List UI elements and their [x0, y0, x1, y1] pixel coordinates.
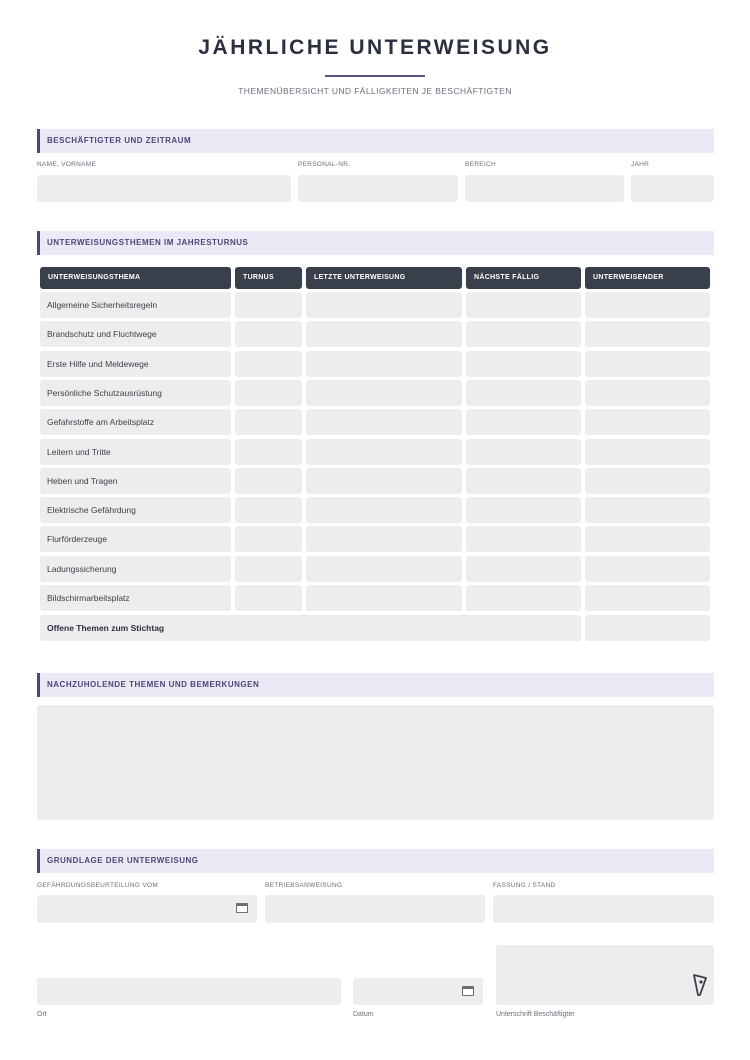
next-due-cell[interactable]: [466, 468, 581, 494]
next-due-cell[interactable]: [466, 409, 581, 435]
topic-cell: [40, 380, 231, 406]
instructor-cell[interactable]: [585, 321, 710, 347]
last-instruction-cell[interactable]: [306, 409, 462, 435]
next-due-cell[interactable]: [466, 351, 581, 377]
topic-label: Elektrische Gefährdung: [47, 505, 136, 515]
interval-cell[interactable]: [235, 351, 302, 377]
topic-cell: [40, 439, 231, 465]
instructor-cell[interactable]: [585, 292, 710, 318]
instructor-cell[interactable]: [585, 497, 710, 523]
topic-cell: [40, 351, 231, 377]
place-label: Ort: [37, 1011, 47, 1018]
column-header-interval: TURNUS: [235, 267, 302, 289]
topic-cell: [40, 292, 231, 318]
section-header-employee: [37, 129, 714, 153]
name-label: NAME, VORNAME: [37, 161, 97, 168]
operating-instruction-field[interactable]: [265, 895, 485, 923]
column-header-instructor: UNTERWEISENDER: [585, 267, 710, 289]
next-due-cell[interactable]: [466, 585, 581, 611]
area-label: BEREICH: [465, 161, 496, 168]
topic-label: Leitern und Tritte: [47, 447, 111, 457]
signature-label: Unterschrift Beschäftigter: [496, 1011, 575, 1018]
interval-cell[interactable]: [235, 380, 302, 406]
interval-cell[interactable]: [235, 292, 302, 318]
remarks-textarea[interactable]: [37, 705, 714, 820]
section-title: UNTERWEISUNGSTHEMEN IM JAHRESTURNUS: [47, 238, 249, 247]
next-due-cell[interactable]: [466, 321, 581, 347]
last-instruction-cell[interactable]: [306, 497, 462, 523]
year-field[interactable]: [631, 175, 714, 202]
column-header-topic: UNTERWEISUNGSTHEMA: [40, 267, 231, 289]
interval-cell[interactable]: [235, 439, 302, 465]
place-field[interactable]: [37, 978, 341, 1005]
open-topics-label: Offene Themen zum Stichtag: [47, 623, 165, 633]
topic-label: Bildschirmarbeitsplatz: [47, 593, 130, 603]
interval-cell[interactable]: [235, 585, 302, 611]
topic-cell: [40, 409, 231, 435]
instructor-cell[interactable]: [585, 439, 710, 465]
interval-cell[interactable]: [235, 468, 302, 494]
open-topics-label-cell: [40, 615, 581, 641]
version-field[interactable]: [493, 895, 714, 923]
last-instruction-cell[interactable]: [306, 556, 462, 582]
section-title: BESCHÄFTIGTER UND ZEITRAUM: [47, 136, 192, 145]
date-label: Datum: [353, 1011, 374, 1018]
section-header-remarks: [37, 673, 714, 697]
calendar-icon[interactable]: [236, 903, 248, 913]
risk-assessment-date-field[interactable]: [37, 895, 257, 923]
next-due-cell[interactable]: [466, 497, 581, 523]
page-title: JÄHRLICHE UNTERWEISUNG: [198, 36, 552, 59]
date-field[interactable]: [353, 978, 483, 1005]
topic-label: Heben und Tragen: [47, 476, 118, 486]
last-instruction-cell[interactable]: [306, 468, 462, 494]
section-header-topics: [37, 231, 714, 255]
name-field[interactable]: [37, 175, 291, 202]
topic-label: Ladungssicherung: [47, 564, 117, 574]
topic-label: Allgemeine Sicherheitsregeln: [47, 300, 158, 310]
next-due-cell[interactable]: [466, 292, 581, 318]
topic-cell: [40, 497, 231, 523]
next-due-cell[interactable]: [466, 556, 581, 582]
last-instruction-cell[interactable]: [306, 526, 462, 552]
topic-label: Gefahrstoffe am Arbeitsplatz: [47, 417, 155, 427]
year-label: JAHR: [631, 161, 650, 168]
last-instruction-cell[interactable]: [306, 585, 462, 611]
interval-cell[interactable]: [235, 321, 302, 347]
interval-cell[interactable]: [235, 409, 302, 435]
open-topics-field[interactable]: [585, 615, 710, 641]
instructor-cell[interactable]: [585, 468, 710, 494]
column-header-next-due: NÄCHSTE FÄLLIG: [466, 267, 581, 289]
instructor-cell[interactable]: [585, 556, 710, 582]
topic-cell: [40, 526, 231, 552]
next-due-cell[interactable]: [466, 439, 581, 465]
section-header-basis: [37, 849, 714, 873]
title-divider: [325, 75, 425, 77]
topic-label: Brandschutz und Fluchtwege: [47, 329, 157, 339]
last-instruction-cell[interactable]: [306, 380, 462, 406]
section-title: GRUNDLAGE DER UNTERWEISUNG: [47, 856, 199, 865]
interval-cell[interactable]: [235, 526, 302, 552]
next-due-cell[interactable]: [466, 380, 581, 406]
topic-label: Persönliche Schutzausrüstung: [47, 388, 162, 398]
next-due-cell[interactable]: [466, 526, 581, 552]
instructor-cell[interactable]: [585, 380, 710, 406]
version-label: FASSUNG / STAND: [493, 882, 556, 889]
area-field[interactable]: [465, 175, 624, 202]
last-instruction-cell[interactable]: [306, 321, 462, 347]
topic-label: Erste Hilfe und Meldewege: [47, 359, 149, 369]
operating-instruction-label: BETRIEBSANWEISUNG: [265, 882, 343, 889]
page-subtitle: THEMENÜBERSICHT UND FÄLLIGKEITEN JE BESCHÄFTIGTEN: [238, 86, 512, 96]
topic-cell: [40, 585, 231, 611]
instructor-cell[interactable]: [585, 351, 710, 377]
topic-cell: [40, 321, 231, 347]
interval-cell[interactable]: [235, 556, 302, 582]
calendar-icon[interactable]: [462, 986, 474, 996]
topic-label: Flurförderzeuge: [47, 534, 108, 544]
personnel-number-field[interactable]: [298, 175, 458, 202]
last-instruction-cell[interactable]: [306, 351, 462, 377]
instructor-cell[interactable]: [585, 585, 710, 611]
last-instruction-cell[interactable]: [306, 439, 462, 465]
risk-assessment-label: GEFÄHRDUNGSBEURTEILUNG VOM: [37, 882, 159, 889]
instructor-cell[interactable]: [585, 409, 710, 435]
topic-cell: [40, 556, 231, 582]
personnel-number-label: PERSONAL-NR.: [298, 161, 351, 168]
last-instruction-cell[interactable]: [306, 292, 462, 318]
pen-nib-icon: [692, 973, 708, 999]
section-title: NACHZUHOLENDE THEMEN UND BEMERKUNGEN: [47, 680, 260, 689]
column-header-last-instruction: LETZTE UNTERWEISUNG: [306, 267, 462, 289]
instructor-cell[interactable]: [585, 526, 710, 552]
interval-cell[interactable]: [235, 497, 302, 523]
signature-field[interactable]: [496, 945, 714, 1005]
topic-cell: [40, 468, 231, 494]
